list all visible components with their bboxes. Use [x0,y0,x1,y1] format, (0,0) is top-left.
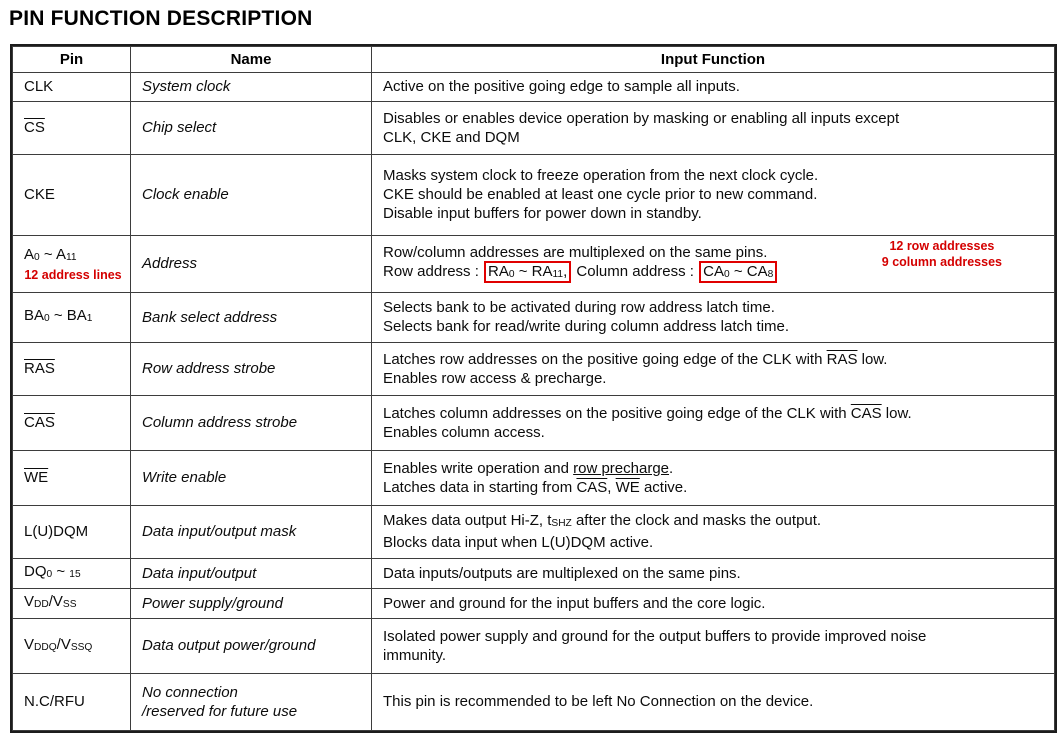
text-line: Enables row access & precharge. [383,369,607,387]
name-cell [131,73,372,102]
text-line: Data input/output [142,564,257,582]
table-row [13,559,1055,589]
pin-cell [13,155,131,236]
annotation-line: 12 row addresses [889,239,995,253]
table-row [13,73,1055,102]
text-line: VDDQ/VSSQ [24,635,93,654]
table-header-row [13,47,1055,73]
page-title: PIN FUNCTION DESCRIPTION [9,7,313,30]
table-row [13,451,1055,506]
underlined-text: row precharge [573,459,670,477]
text-line [24,468,122,487]
text-line: CLK, CKE and DQM [383,128,520,146]
input-function-cell [372,619,1055,674]
input-function-cell [372,343,1055,396]
column-header-input-function: Input Function [372,47,1055,73]
text-line: Blocks data input when L(U)DQM active. [383,534,654,552]
subscript-text: 1 [86,313,93,325]
text-line: Data inputs/outputs are multiplexed on the same pins. [383,564,741,582]
name-cell [131,674,372,731]
text-line: Data output power/ground [142,637,316,655]
text-line: A0 ~ A11 [24,245,77,264]
pin-cell [13,293,131,343]
table-body [13,73,1055,731]
table-row [13,619,1055,674]
subscript-text: 0 [46,569,53,581]
text-line: DQ0 ~ 15 [24,563,81,581]
subscript-text: DDQ [34,642,57,654]
input-function-cell [372,451,1055,506]
text-line: Latches data in starting from $\overline{CAS}$, $\overline{WE}$ active. [383,478,688,496]
name-cell [131,102,372,155]
text-line: /reserved for future use [142,702,298,720]
subscript-text: SHZ [551,518,572,530]
text-line [24,118,122,137]
annotation-line: 9 column addresses [881,255,1002,269]
text-line: Row/column addresses are multiplexed on the same pins. [383,243,768,261]
input-function-cell [372,674,1055,731]
pin-cell [13,396,131,451]
subscript-text: 11 [552,269,564,281]
text-line: Bank select address [142,308,278,326]
pin-cell [13,506,131,559]
input-function-cell [372,73,1055,102]
text-line: Disables or enables device operation by masking or enabling all inputs except [383,109,900,127]
pin-cell [13,236,131,293]
text-line: This pin is recommended to be left No Connection on the device. [383,693,814,711]
text-line: Address [142,255,198,272]
input-function-cell [372,155,1055,236]
subscript-text: 0 [44,313,50,325]
active-low-overline: $\overline{RAS}$ [24,360,55,377]
active-low-overline: $\overline{CS}$ [24,119,45,136]
input-function-cell [372,236,1055,293]
table-row [13,293,1055,343]
name-cell [131,559,372,589]
table-row [13,589,1055,619]
input-function-cell [372,396,1055,451]
pin-cell [13,102,131,155]
text-line: N.C/RFU [24,693,85,711]
text-line: Latches column addresses on the positive going edge of the CLK with $\overline{CAS}$ low. [383,404,912,422]
text-line: CKE should be enabled at least one cycle prior to new command. [383,186,818,203]
text-line: Masks system clock to freeze operation from the next clock cycle. [383,167,819,184]
table-row [13,236,1055,293]
text-line: Write enable [142,469,227,486]
table-row [13,674,1055,731]
name-cell [131,619,372,674]
text-line: L(U)DQM [24,523,89,540]
name-cell [131,343,372,396]
pin-function-table-wrap [10,44,1057,733]
text-line: Clock enable [142,186,229,203]
text-line: Power and ground for the input buffers and the core logic. [383,594,766,612]
red-highlight-box: RA0 ~ RA11, [484,261,571,283]
pin-cell [13,451,131,506]
input-function-cell [372,293,1055,343]
name-cell [131,155,372,236]
text-line [24,413,122,432]
input-function-cell [372,506,1055,559]
table-row [13,102,1055,155]
active-low-overline: $\overline{WE}$ [24,469,49,486]
subscript-text: 0 [508,269,515,281]
text-line: Chip select [142,119,217,136]
text-line: VDD/VSS [24,593,77,611]
active-low-overline: $\overline{CAS}$ [24,414,55,431]
subscript-text: SSQ [70,642,93,654]
active-low-overline: $\overline{CAS}$ [576,478,608,496]
text-line: Enables column access. [383,423,545,441]
input-function-cell [372,589,1055,619]
text-line: Selects bank to be activated during row address latch time. [383,299,775,316]
subscript-text: DD [34,599,49,611]
active-low-overline: $\overline{CAS}$ [850,404,882,422]
input-function-cell [372,559,1055,589]
name-cell [131,589,372,619]
text-line: CLK [24,78,54,95]
table-row [13,155,1055,236]
text-line: CKE [24,186,55,203]
subscript-text: 11 [65,252,77,264]
input-function-cell [372,102,1055,155]
pin-cell [13,674,131,731]
column-header-name: Name [131,47,372,73]
text-line: Row address strobe [142,360,276,377]
pin-cell [13,343,131,396]
pin-cell [13,589,131,619]
active-low-overline: $\overline{RAS}$ [826,350,858,368]
text-line: Disable input buffers for power down in standby. [383,205,702,222]
name-cell [131,236,372,293]
name-cell [131,396,372,451]
name-cell [131,506,372,559]
table-row [13,396,1055,451]
text-line: BA0 ~ BA1 [24,306,93,325]
pin-red-annotation: 12 address lines [24,268,122,283]
active-low-overline: $\overline{WE}$ [615,478,640,496]
pin-cell [13,619,131,674]
text-line [24,359,122,378]
function-red-annotation [882,238,1002,270]
text-line: Power supply/ground [142,594,283,612]
table-row [13,343,1055,396]
name-cell [131,293,372,343]
name-cell [131,451,372,506]
text-line: immunity. [383,646,447,664]
text-line: System clock [142,78,231,95]
table-row [13,506,1055,559]
pin-cell [13,73,131,102]
text-line: Makes data output Hi-Z, tSHZ after the clock and masks the output. [383,511,822,530]
subscript-text: SS [62,599,77,611]
text-line: Latches row addresses on the positive going edge of the CLK with $\overline{RAS}$ low. [383,350,888,368]
pin-cell [13,559,131,589]
text-line: Data input/output mask [142,523,297,540]
subscript-text: 0 [34,252,40,264]
subscript-text: 15 [69,569,81,581]
text-line: No connection [142,683,238,701]
text-line: Active on the positive going edge to sample all inputs. [383,78,740,95]
pin-function-table [12,46,1055,731]
subscript-text: 0 [723,269,730,281]
text-line: Isolated power supply and ground for the output buffers to provide improved noise [383,627,927,645]
text-line: Column address strobe [142,414,298,431]
text-line: Selects bank for read/write during column address latch time. [383,318,790,335]
subscript-text: 8 [767,269,774,281]
text-line: Enables write operation and row precharge. [383,459,674,477]
column-header-pin: Pin [13,47,131,73]
red-highlight-box: CA0 ~ CA8 [699,261,777,283]
text-line: Row address : RA0 ~ RA11, Column address : CA0 ~ CA8 [383,262,1046,284]
